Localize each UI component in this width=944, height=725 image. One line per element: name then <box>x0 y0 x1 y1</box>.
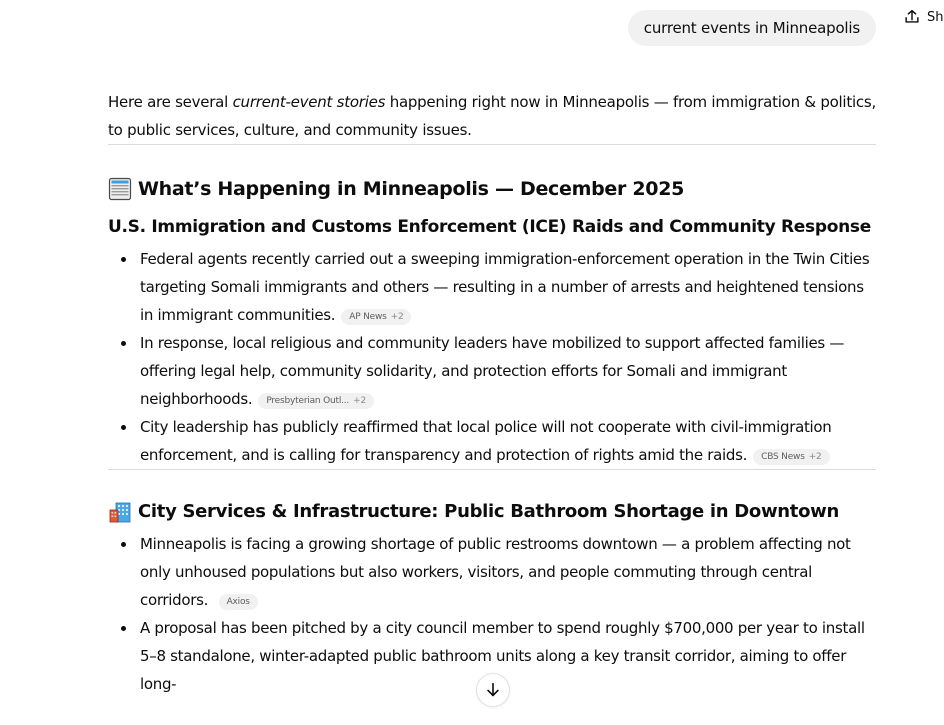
source-citation[interactable] <box>753 449 829 465</box>
list-item-text: A proposal has been pitched by a city council member to spend roughly $700,000 per year to install 5–8 standalone, winter-adapted public bathroom units along a key transit corridor, aiming to offer long- <box>140 619 865 693</box>
share-icon <box>903 8 921 26</box>
source-more-count: +2 <box>353 396 366 406</box>
share-button[interactable] <box>903 6 944 28</box>
share-label: Sh <box>927 9 944 25</box>
source-citation[interactable] <box>258 393 374 409</box>
intro-text-emphasis: current-event stories <box>232 93 386 111</box>
list-item-text: Minneapolis is facing a growing shortage of public restrooms downtown — a problem affecting not only unhoused populations but also workers, visitors, and people commuting through central corridors. <box>140 535 851 609</box>
list-item-text: City leadership has publicly reaffirmed that local police will not cooperate with civil-immigration enforcement, and is calling for transparency and protection of rights amid the raids. <box>140 418 832 464</box>
list-item <box>140 245 876 329</box>
intro-text-start: Here are several <box>108 93 233 111</box>
intro-text-end: happening right now in Minneapolis — from immigration & politics, to public services, culture, and community issues. <box>108 93 876 139</box>
source-citation[interactable] <box>341 309 411 325</box>
source-name: Axios <box>226 597 250 607</box>
intro-paragraph <box>108 88 876 144</box>
source-name: AP News <box>349 312 387 322</box>
source-name: CBS News <box>761 452 805 462</box>
city-buildings-icon <box>108 500 132 524</box>
source-name: Presbyterian Outl... <box>266 396 350 406</box>
list-item <box>140 329 876 413</box>
list-item-text: Federal agents recently carried out a sweeping immigration-enforcement operation in the Twin Cities targeting Somali immigrants and others — resulting in a number of arrests and heightened tensions in immigrant communities. <box>140 250 870 324</box>
user-message-bubble <box>628 10 876 46</box>
section-heading <box>108 498 876 526</box>
scroll-to-bottom-button[interactable] <box>476 673 510 707</box>
section-subtitle: U.S. Immigration and Customs Enforcement (ICE) Raids and Community Response <box>108 217 871 237</box>
user-message-text: current events in Minneapolis <box>643 19 860 37</box>
list-item <box>140 530 876 614</box>
section-title: What’s Happening in Minneapolis — December 2025 <box>138 178 685 200</box>
source-citation[interactable] <box>219 594 258 610</box>
assistant-response <box>108 88 876 698</box>
section-title: City Services & Infrastructure: Public Bathroom Shortage in Downtown <box>138 501 840 522</box>
section-heading <box>108 175 876 203</box>
source-more-count: +2 <box>390 312 404 322</box>
source-more-count: +2 <box>808 452 822 462</box>
newspaper-icon <box>108 177 132 201</box>
list-item <box>140 413 876 469</box>
bullet-list <box>108 245 876 469</box>
divider <box>108 469 876 470</box>
arrow-down-icon <box>484 681 502 699</box>
divider <box>108 144 876 145</box>
list-item-text: In response, local religious and community leaders have mobilized to support affected families — offering legal help, community solidarity, and protection efforts for Somali and immigrant neighborhoods. <box>140 334 845 408</box>
